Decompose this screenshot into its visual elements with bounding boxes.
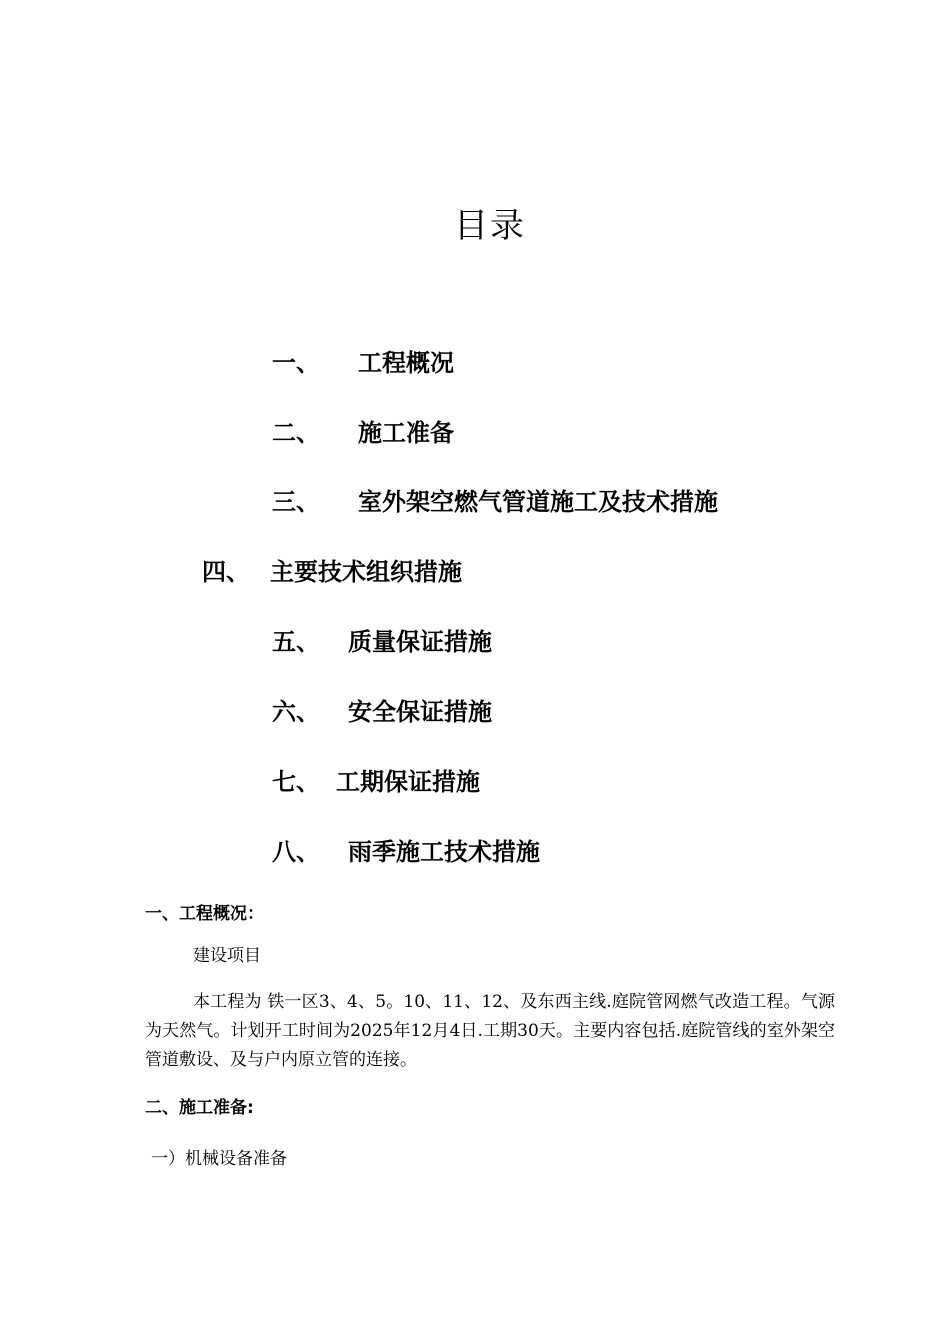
toc-item-label: 工程概况 <box>358 349 454 377</box>
toc-item-label: 主要技术组织措施 <box>270 558 462 586</box>
toc-item-label: 施工准备 <box>358 419 454 447</box>
body-paragraph: 本工程为 铁一区3、4、5。10、11、12、及东西主线.庭院管网燃气改造工程。气源为天然气。计划开工时间为2025年12月4日.工期30天。主要内容包括.庭院管线的室外架空管道敷设、及与户内原立管的连接。 <box>145 992 835 1070</box>
toc-item-label: 质量保证措施 <box>348 628 492 656</box>
toc-item-number: 七、 <box>272 768 320 796</box>
toc-item-label: 室外架空燃气管道施工及技术措施 <box>358 488 718 516</box>
toc-title: 目录 <box>454 206 526 246</box>
toc-item-number: 一、 <box>272 349 320 377</box>
section-heading: 一、工程概况： <box>145 904 264 924</box>
toc-item-number: 八、 <box>272 838 320 866</box>
toc-item-label: 雨季施工技术措施 <box>348 838 540 866</box>
toc-item-label: 安全保证措施 <box>348 698 492 726</box>
toc-item-number: 六、 <box>272 698 320 726</box>
section-subheading: 建设项目 <box>193 946 261 966</box>
toc-item-number: 二、 <box>272 419 320 447</box>
section-subheading: 一）机械设备准备 <box>151 1149 287 1169</box>
toc-item-number: 五、 <box>272 628 320 656</box>
section-heading: 二、施工准备: <box>145 1098 254 1118</box>
toc-item-number: 四、 <box>202 558 250 586</box>
toc-item-label: 工期保证措施 <box>336 768 480 796</box>
toc-item-number: 三、 <box>272 488 320 516</box>
